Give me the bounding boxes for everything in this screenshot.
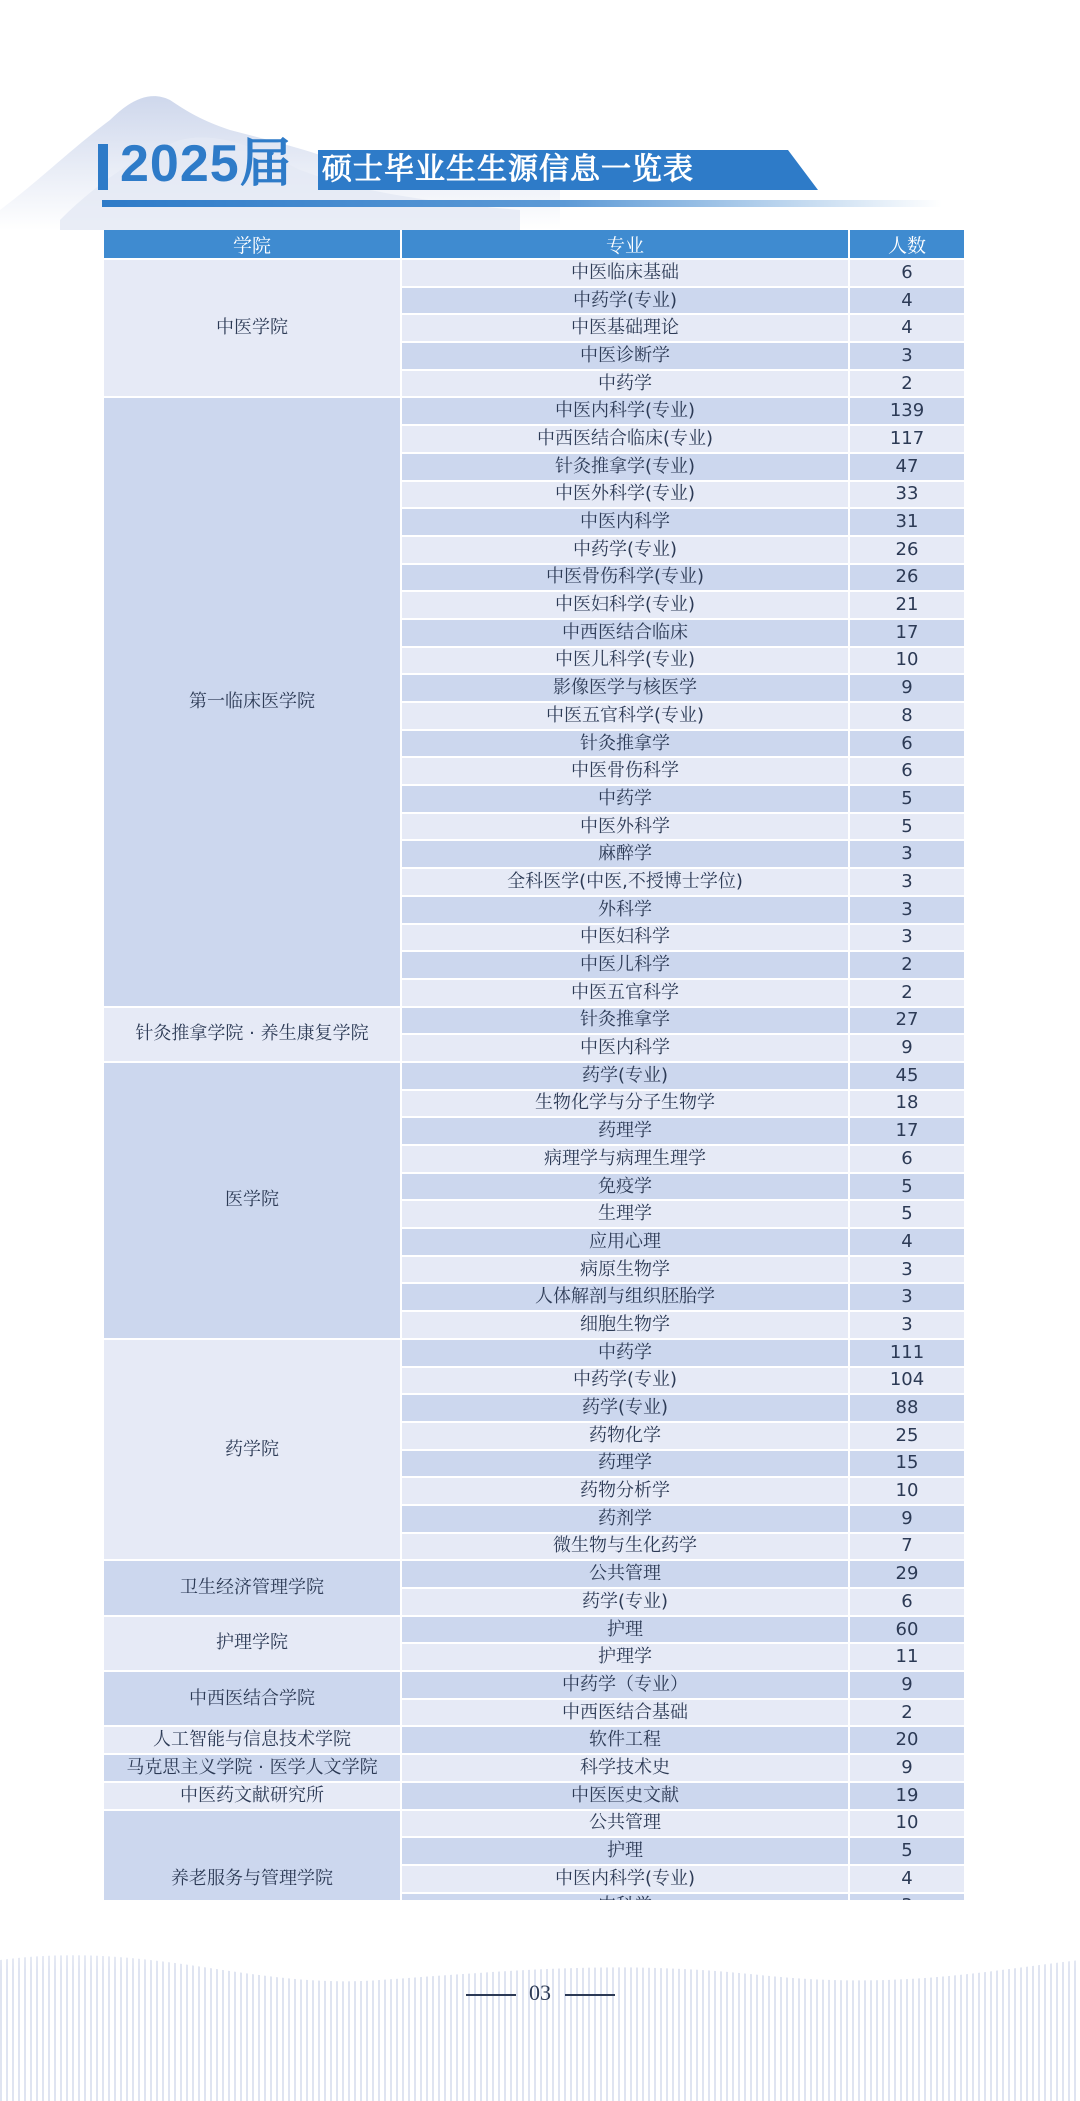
- major-cell: 中药学: [402, 371, 848, 397]
- major-cell: 中药学: [402, 786, 848, 812]
- count-cell: 31: [850, 509, 964, 535]
- count-cell: 6: [850, 1146, 964, 1172]
- count-cell: 47: [850, 454, 964, 480]
- college-cell: 养老服务与管理学院: [104, 1811, 400, 1947]
- major-cell: 科学技术史: [402, 1755, 848, 1781]
- count-cell: 5: [850, 1174, 964, 1200]
- major-cell: 中药学: [402, 1340, 848, 1366]
- major-cell: 中医五官科学(专业): [402, 703, 848, 729]
- count-cell: 10: [850, 1811, 964, 1837]
- count-cell: 3: [850, 343, 964, 369]
- count-cell: 2: [850, 980, 964, 1006]
- count-cell: 3: [850, 1312, 964, 1338]
- major-cell: 中药学(专业): [402, 1368, 848, 1394]
- major-cell: 中西医结合基础: [402, 1700, 848, 1726]
- major-cell: 护理: [402, 1617, 848, 1643]
- college-cell: 护理学院: [104, 1617, 400, 1670]
- count-cell: 88: [850, 1395, 964, 1421]
- count-cell: 7: [850, 1534, 964, 1560]
- table-row: [104, 1561, 964, 1587]
- title-underline: [102, 200, 942, 207]
- major-cell: 公共管理: [402, 1811, 848, 1837]
- count-cell: 4: [850, 1229, 964, 1255]
- major-cell: 中药学(专业): [402, 537, 848, 563]
- count-cell: 111: [850, 1340, 964, 1366]
- college-cell: 医学院: [104, 1063, 400, 1338]
- table-row: [104, 1617, 964, 1643]
- major-cell: 药剂学: [402, 1506, 848, 1532]
- major-cell: 麻醉学: [402, 841, 848, 867]
- count-cell: 6: [850, 260, 964, 286]
- header-major: 专业: [402, 230, 848, 258]
- major-cell: 针灸推拿学(专业): [402, 454, 848, 480]
- major-cell: 细胞生物学: [402, 1312, 848, 1338]
- count-cell: 21: [850, 592, 964, 618]
- major-cell: 药理学: [402, 1118, 848, 1144]
- count-cell: 5: [850, 786, 964, 812]
- college-cell: 针灸推拿学院 · 养生康复学院: [104, 1008, 400, 1061]
- major-cell: 病理学与病理生理学: [402, 1146, 848, 1172]
- major-cell: 中医内科学(专业): [402, 1866, 848, 1892]
- count-cell: 5: [850, 1201, 964, 1227]
- major-cell: 药理学: [402, 1451, 848, 1477]
- table-row: [104, 1672, 964, 1698]
- count-cell: 20: [850, 1727, 964, 1753]
- major-cell: 病原生物学: [402, 1257, 848, 1283]
- count-cell: 11: [850, 1644, 964, 1670]
- major-cell: 中医妇科学(专业): [402, 592, 848, 618]
- major-cell: 微生物与生化药学: [402, 1534, 848, 1560]
- major-cell: 药学(专业): [402, 1395, 848, 1421]
- count-cell: 60: [850, 1617, 964, 1643]
- major-cell: 中医儿科学(专业): [402, 648, 848, 674]
- count-cell: 9: [850, 1506, 964, 1532]
- major-cell: 中西医结合临床(专业): [402, 426, 848, 452]
- major-cell: 中医骨伤科学(专业): [402, 565, 848, 591]
- major-cell: 中西医结合临床: [402, 620, 848, 646]
- table-header-row: [104, 230, 964, 258]
- major-cell: 针灸推拿学: [402, 731, 848, 757]
- major-cell: 应用心理: [402, 1229, 848, 1255]
- major-cell: 针灸推拿学: [402, 1008, 848, 1034]
- count-cell: 3: [850, 841, 964, 867]
- count-cell: 3: [850, 869, 964, 895]
- count-cell: 33: [850, 482, 964, 508]
- count-cell: 3: [850, 897, 964, 923]
- major-cell: 中医临床基础: [402, 260, 848, 286]
- major-cell: 中医诊断学: [402, 343, 848, 369]
- count-cell: 3: [850, 925, 964, 951]
- major-cell: 中医骨伤科学: [402, 758, 848, 784]
- major-cell: 中药学(专业): [402, 288, 848, 314]
- major-cell: 中医内科学: [402, 509, 848, 535]
- count-cell: 9: [850, 1035, 964, 1061]
- table-row: [104, 1755, 964, 1781]
- college-cell: 第一临床医学院: [104, 398, 400, 1005]
- major-cell: 药学(专业): [402, 1589, 848, 1615]
- college-cell: 中医药文献研究所: [104, 1783, 400, 1809]
- graduate-source-table: [102, 228, 966, 1949]
- major-cell: 中药学（专业）: [402, 1672, 848, 1698]
- count-cell: 2: [850, 952, 964, 978]
- count-cell: 26: [850, 537, 964, 563]
- count-cell: 6: [850, 731, 964, 757]
- count-cell: 5: [850, 814, 964, 840]
- title-year: 2025届: [120, 135, 293, 193]
- table-row: [104, 260, 964, 286]
- table-row: [104, 1063, 964, 1089]
- count-cell: 9: [850, 1672, 964, 1698]
- major-cell: 外科学: [402, 897, 848, 923]
- count-cell: 26: [850, 565, 964, 591]
- college-cell: 中西医结合学院: [104, 1672, 400, 1725]
- major-cell: 中医内科学(专业): [402, 398, 848, 424]
- college-cell: 卫生经济管理学院: [104, 1561, 400, 1614]
- table-row: [104, 1811, 964, 1837]
- count-cell: 3: [850, 1257, 964, 1283]
- count-cell: 104: [850, 1368, 964, 1394]
- count-cell: 4: [850, 1866, 964, 1892]
- major-cell: 中医内科学: [402, 1035, 848, 1061]
- table-row: [104, 1008, 964, 1034]
- table-row: [104, 1727, 964, 1753]
- count-cell: 8: [850, 703, 964, 729]
- count-cell: 6: [850, 1589, 964, 1615]
- major-cell: 中医外科学: [402, 814, 848, 840]
- major-cell: 药学(专业): [402, 1063, 848, 1089]
- major-cell: 软件工程: [402, 1727, 848, 1753]
- major-cell: 生物化学与分子生物学: [402, 1091, 848, 1117]
- count-cell: 2: [850, 371, 964, 397]
- page-header: [98, 135, 818, 198]
- major-cell: 药物分析学: [402, 1478, 848, 1504]
- count-cell: 4: [850, 315, 964, 341]
- college-cell: 马克思主义学院 · 医学人文学院: [104, 1755, 400, 1781]
- major-cell: 全科医学(中医,不授博士学位): [402, 869, 848, 895]
- count-cell: 27: [850, 1008, 964, 1034]
- header-count: 人数: [850, 230, 964, 258]
- major-cell: 生理学: [402, 1201, 848, 1227]
- college-cell: 中医学院: [104, 260, 400, 396]
- major-cell: 公共管理: [402, 1561, 848, 1587]
- table-body: [104, 260, 964, 1947]
- college-cell: 药学院: [104, 1340, 400, 1560]
- major-cell: 中医医史文献: [402, 1783, 848, 1809]
- page-number-left-dash: [466, 1994, 516, 1996]
- table-row: [104, 1340, 964, 1366]
- count-cell: 3: [850, 1284, 964, 1310]
- title-accent-bar: [98, 144, 108, 190]
- count-cell: 139: [850, 398, 964, 424]
- page-number-text: 03: [529, 1980, 551, 2005]
- count-cell: 25: [850, 1423, 964, 1449]
- major-cell: 药物化学: [402, 1423, 848, 1449]
- count-cell: 9: [850, 1755, 964, 1781]
- count-cell: 45: [850, 1063, 964, 1089]
- count-cell: 6: [850, 758, 964, 784]
- major-cell: 人体解剖与组织胚胎学: [402, 1284, 848, 1310]
- count-cell: 10: [850, 648, 964, 674]
- major-cell: 中医妇科学: [402, 925, 848, 951]
- count-cell: 29: [850, 1561, 964, 1587]
- count-cell: 2: [850, 1700, 964, 1726]
- major-cell: 护理: [402, 1838, 848, 1864]
- count-cell: 15: [850, 1451, 964, 1477]
- college-cell: 人工智能与信息技术学院: [104, 1727, 400, 1753]
- major-cell: 中医儿科学: [402, 952, 848, 978]
- count-cell: 18: [850, 1091, 964, 1117]
- major-cell: 护理学: [402, 1644, 848, 1670]
- header-college: 学院: [104, 230, 400, 258]
- page-number: [0, 1980, 1080, 2006]
- count-cell: 4: [850, 288, 964, 314]
- count-cell: 17: [850, 620, 964, 646]
- page-title: 硕士毕业生生源信息一览表: [322, 152, 694, 187]
- count-cell: 9: [850, 675, 964, 701]
- count-cell: 19: [850, 1783, 964, 1809]
- count-cell: 5: [850, 1838, 964, 1864]
- page-number-right-dash: [565, 1994, 615, 1996]
- major-cell: 中医五官科学: [402, 980, 848, 1006]
- table-row: [104, 1783, 964, 1809]
- major-cell: 中医外科学(专业): [402, 482, 848, 508]
- major-cell: 影像医学与核医学: [402, 675, 848, 701]
- count-cell: 17: [850, 1118, 964, 1144]
- count-cell: 117: [850, 426, 964, 452]
- count-cell: 10: [850, 1478, 964, 1504]
- major-cell: 免疫学: [402, 1174, 848, 1200]
- major-cell: 中医基础理论: [402, 315, 848, 341]
- table-row: [104, 398, 964, 424]
